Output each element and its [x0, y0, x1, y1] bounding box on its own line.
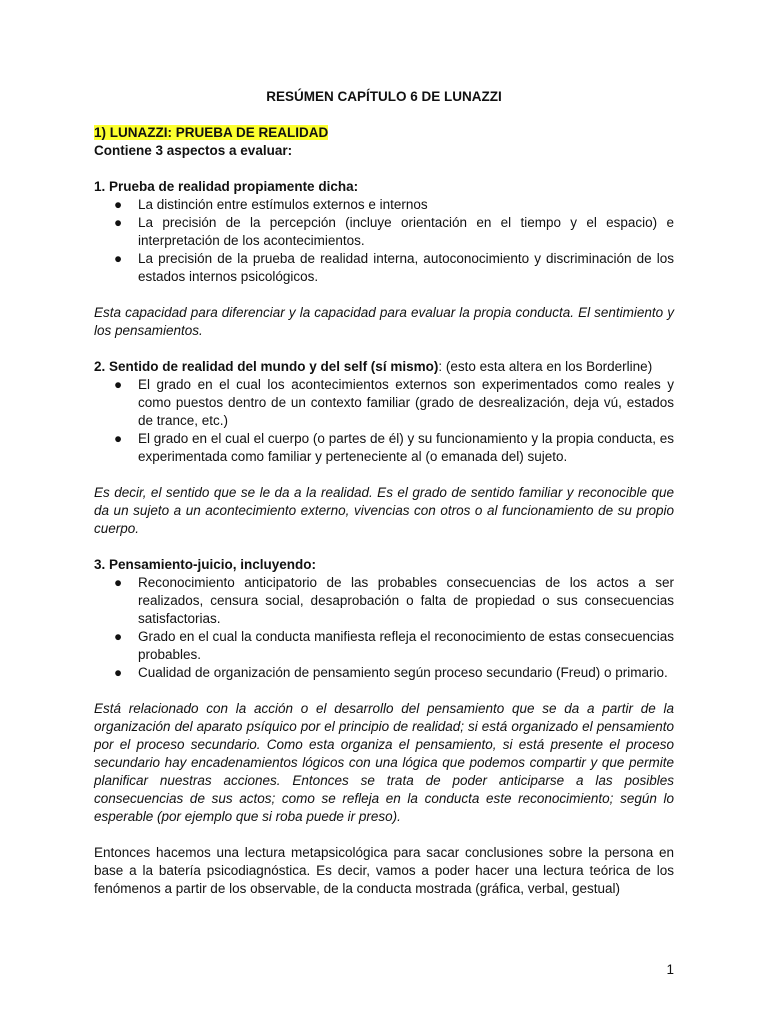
list-item-text: Grado en el cual la conducta manifiesta refleja el reconocimiento de estas consecuencias probables. [138, 629, 674, 662]
part1-note: Esta capacidad para diferenciar y la capacidad para evaluar la propia conducta. El sentimiento y los pensamientos. [94, 305, 674, 338]
list-item [94, 430, 674, 466]
list-item-text: El grado en el cual los acontecimientos externos son experimentados como reales y como puestos dentro de un contexto familiar (grado de desrealización, deja vú, estados de trance, etc.) [138, 377, 674, 428]
spacer [94, 466, 674, 484]
bullet-icon: ● [114, 377, 123, 392]
list-item [94, 214, 674, 250]
document-title: RESÚMEN CAPÍTULO 6 DE LUNAZZI [266, 89, 502, 104]
page-number: 1 [666, 962, 674, 977]
list-item-text: La precisión de la percepción (incluye orientación en el tiempo y el espacio) e interpretación de los acontecimientos. [138, 215, 674, 248]
list-item [94, 574, 674, 628]
list-item-text: El grado en el cual el cuerpo (o partes de él) y su funcionamiento y la propia conducta, es experimentada como familiar y perteneciente al (o emanada del) sujeto. [138, 431, 674, 464]
list-item-text: Cualidad de organización de pensamiento según proceso secundario (Freud) o primario. [138, 665, 668, 680]
list-item-text: La distinción entre estímulos externos e internos [138, 197, 428, 212]
section1-heading: 1) LUNAZZI: PRUEBA DE REALIDAD [94, 125, 329, 140]
part3-note: Está relacionado con la acción o el desarrollo del pensamiento que se da a partir de la organización del aparato psíquico por el principio de realidad; si está organizado el pensamiento por el proceso secundario. Como esta organiza el pensamiento, si está presente el proceso secundario hay encadenamientos lógicos con una lógica que podemos compartir y que permite planificar nuestras acciones. Entonces se trata de poder anticiparse a las posibles consecuencias de sus actos; como se refleja en la conducta este reconocimiento; según lo esperable (por ejemplo que si roba puede ir preso). [94, 701, 674, 824]
part2-heading: 2. Sentido de realidad del mundo y del self (sí mismo) [94, 359, 439, 374]
section1-subheading: Contiene 3 aspectos a evaluar: [94, 143, 293, 158]
bullet-icon: ● [114, 197, 123, 212]
part2-heading-line [94, 358, 674, 376]
list-item-text: Reconocimiento anticipatorio de las probables consecuencias de los actos a ser realizados, censura social, desaprobación o falta de propiedad o sus consecuencias satisfactorias. [138, 575, 674, 626]
part1-heading: 1. Prueba de realidad propiamente dicha: [94, 179, 359, 194]
section1-heading-line [94, 124, 674, 142]
bullet-icon: ● [114, 215, 123, 230]
list-item [94, 196, 674, 214]
bullet-icon: ● [114, 575, 123, 590]
list-item-text: La precisión de la prueba de realidad interna, autoconocimiento y discriminación de los estados internos psicológicos. [138, 251, 674, 284]
spacer [94, 538, 674, 556]
part2-note: Es decir, el sentido que se le da a la realidad. Es el grado de sentido familiar y reconocible que da un sujeto a un acontecimiento externo, vivencias con otros o al funcionamiento de su propio cuerpo. [94, 485, 674, 536]
spacer [94, 340, 674, 358]
part2-heading-rest: : (esto esta altera en los Borderline) [438, 359, 653, 374]
spacer [94, 160, 674, 178]
bullet-icon: ● [114, 665, 123, 680]
spacer [94, 286, 674, 304]
document-body [94, 88, 674, 898]
list-item [94, 628, 674, 664]
bullet-icon: ● [114, 629, 123, 644]
closing-paragraph: Entonces hacemos una lectura metapsicológica para sacar conclusiones sobre la persona en base a la batería psicodiagnóstica. Es decir, vamos a poder hacer una lectura teórica de los fenómenos a partir de los observable, de la conducta mostrada (gráfica, verbal, gestual) [94, 845, 674, 896]
list-item [94, 376, 674, 430]
spacer [94, 826, 674, 844]
part3-bullet-list [94, 574, 674, 682]
bullet-icon: ● [114, 431, 123, 446]
bullet-icon: ● [114, 251, 123, 266]
list-item [94, 664, 674, 682]
spacer [94, 682, 674, 700]
part3-heading: 3. Pensamiento-juicio, incluyendo: [94, 557, 317, 572]
part1-bullet-list [94, 196, 674, 286]
part2-bullet-list [94, 376, 674, 466]
list-item [94, 250, 674, 286]
